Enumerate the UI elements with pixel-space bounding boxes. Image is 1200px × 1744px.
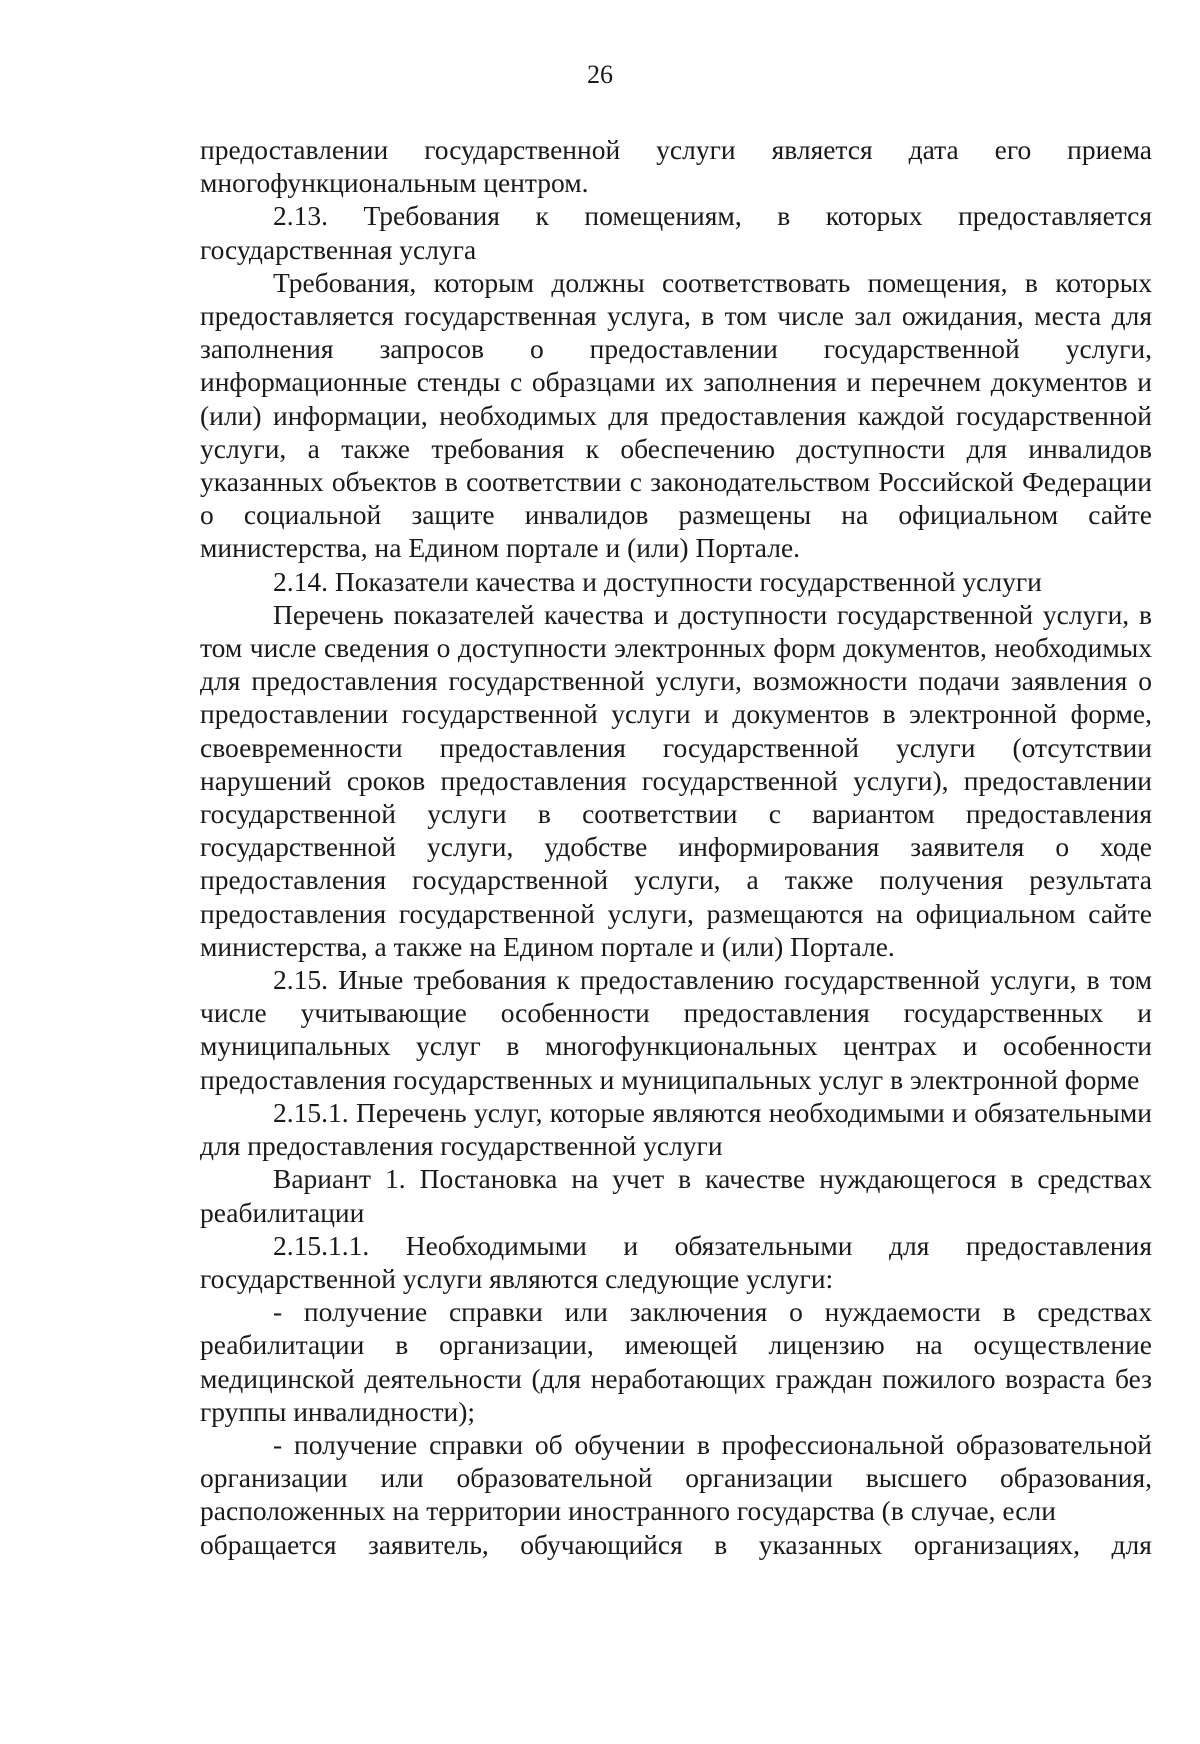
- document-body: [200, 133, 1152, 1561]
- last-line-word: обращается: [200, 1528, 337, 1560]
- last-line-justified: [200, 1528, 1152, 1561]
- list-item-education-certificate: - получение справки об обучении в профессиональной образовательной организации или образовательной организации высшего образования, расположенных на территории иностранного государства (в случае, если: [200, 1428, 1152, 1527]
- list-item-medical-certificate: - получение справки или заключения о нуждаемости в средствах реабилитации в организации, имеющей лицензию на осуществление медицинской деятельности (для неработающих граждан пожилого возраста без группы инвалидности);: [200, 1296, 1152, 1427]
- section-heading-2-13: 2.13. Требования к помещениям, в которых предоставляется государственная услуга: [200, 200, 1152, 265]
- last-line-word: заявитель,: [367, 1528, 489, 1560]
- section-heading-2-15: 2.15. Иные требования к предоставлению государственной услуги, в том числе учитывающие особенности предоставления государственных и муниципальных услуг в многофункциональных центрах и особенности предоставления государственных и муниципальных услуг в электронной форме: [200, 964, 1152, 1095]
- page-number: 26: [587, 60, 613, 89]
- last-line-word: обучающийся: [520, 1528, 683, 1560]
- section-heading-2-14: 2.14. Показатели качества и доступности государственной услуги: [273, 565, 1042, 597]
- last-line-word: организациях,: [913, 1528, 1081, 1560]
- paragraph-premises-requirements: Требования, которым должны соответствовать помещения, в которых предоставляется государственная услуга, в том числе зал ожидания, места для заполнения запросов о предоставлении государственной услуги, информационные стенды с образцами их заполнения и перечнем документов и (или) информации, необходимых для предоставления каждой государственной услуги, а также требования к обеспечению доступности для инвалидов указанных объектов в соответствии с законодательством Российской Федерации о социальной защите инвалидов размещены на официальном сайте министерства, на Едином портале и (или) Портале.: [200, 266, 1152, 564]
- last-line-word: указанных: [758, 1528, 883, 1560]
- paragraph-continuation: предоставлении государственной услуги является дата его приема многофункциональным центром.: [200, 134, 1152, 199]
- last-line-word: в: [714, 1528, 728, 1560]
- paragraph-quality-indicators: Перечень показателей качества и доступности государственной услуги, в том числе сведения о доступности электронных форм документов, необходимых для предоставления государственной услуги, возможности подачи заявления о предоставлении государственной услуги и документов в электронной форме, своевременности предоставления государственной услуги (отсутствии нарушений сроков предоставления государственной услуги), предоставлении государственной услуги в соответствии с вариантом предоставления государственной услуги, удобстве информирования заявителя о ходе предоставления государственной услуги, а также получения результата предоставления государственной услуги, размещаются на официальном сайте министерства, а также на Едином портале и (или) Портале.: [200, 598, 1152, 962]
- section-heading-2-15-1: 2.15.1. Перечень услуг, которые являются необходимыми и обязательными для предоставления государственной услуги: [200, 1096, 1152, 1162]
- section-heading-2-15-1-1: 2.15.1.1. Необходимыми и обязательными для предоставления государственной услуги являются следующие услуги:: [200, 1229, 1152, 1294]
- variant-heading: Вариант 1. Постановка на учет в качестве нуждающегося в средствах реабилитации: [200, 1163, 1152, 1228]
- last-line-word: для: [1111, 1528, 1152, 1560]
